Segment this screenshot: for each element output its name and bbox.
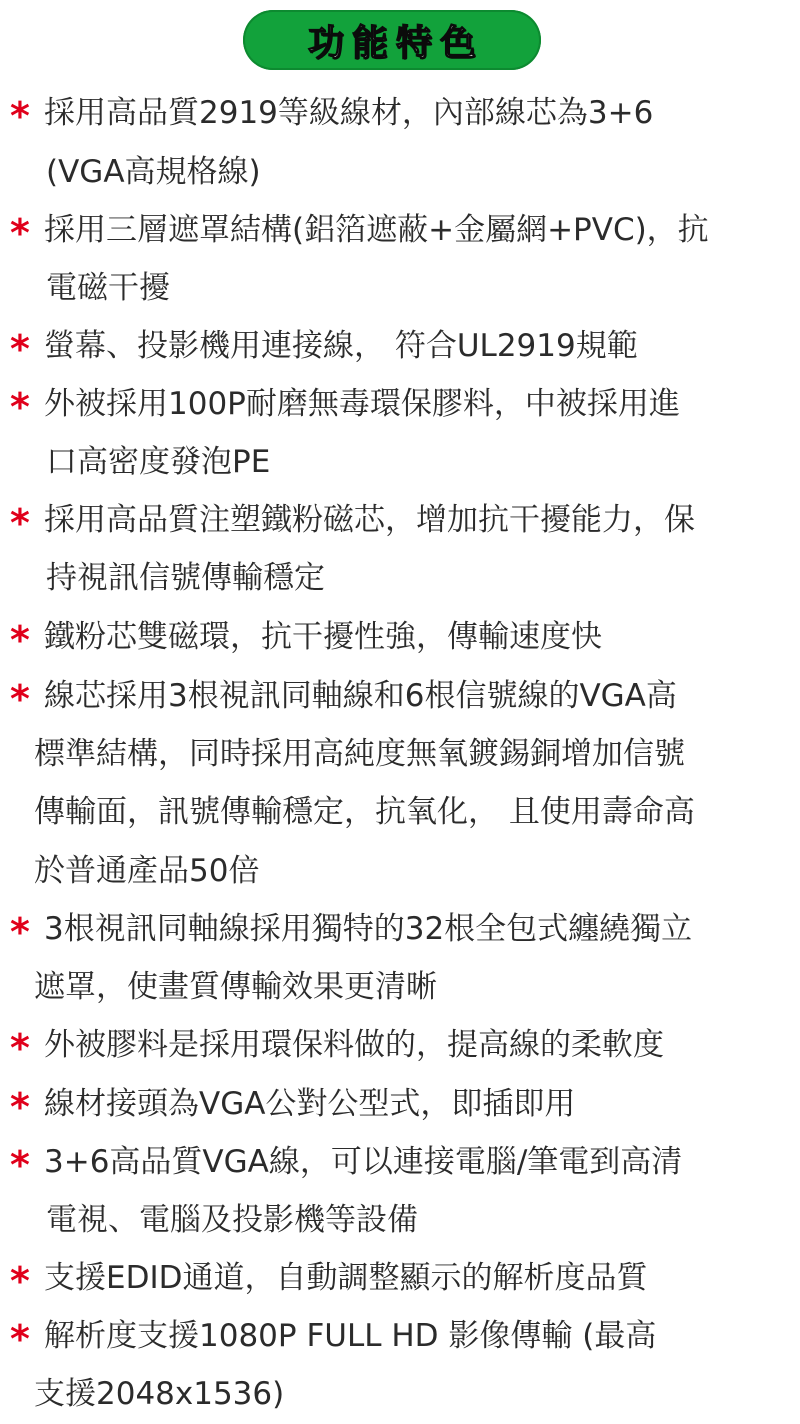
bullet-asterisk-icon: * [10,501,30,545]
section-title: 功能特色 [307,22,484,64]
bullet-asterisk-icon: * [10,1026,30,1070]
bullet-asterisk-icon: * [10,910,30,954]
feature-text: 採用三層遮罩結構(鋁箔遮蔽+金屬網+PVC)，抗 [44,212,709,248]
feature-text: 傳輸面，訊號傳輸穩定，抗氧化， 且使用壽命高 [34,794,695,830]
feature-text: 標準結構，同時採用高純度無氧鍍錫銅增加信號 [34,736,685,772]
bullet-asterisk-icon: * [10,327,30,371]
feature-text: 外被膠料是採用環保料做的，提高線的柔軟度 [44,1027,664,1063]
feature-text: 持視訊信號傳輸穩定 [46,560,325,596]
bullet-asterisk-icon: * [10,385,30,429]
section-title-badge [243,10,541,70]
bullet-asterisk-icon: * [10,1317,30,1361]
bullet-asterisk-icon: * [10,1085,30,1129]
feature-text: 電視、電腦及投影機等設備 [46,1202,418,1238]
feature-text: 採用高品質注塑鐵粉磁芯，增加抗干擾能力，保 [44,502,695,538]
feature-text: 解析度支援1080P FULL HD 影像傳輸 (最高 [44,1318,657,1354]
feature-text: 外被採用100P耐磨無毒環保膠料，中被採用進 [44,386,680,422]
feature-text: 3+6高品質VGA線，可以連接電腦/筆電到高清 [44,1144,683,1180]
feature-text: 線芯採用3根視訊同軸線和6根信號線的VGA高 [44,678,677,714]
bullet-asterisk-icon: * [10,618,30,662]
feature-text: 鐵粉芯雙磁環，抗干擾性強，傳輸速度快 [44,619,602,655]
bullet-asterisk-icon: * [10,677,30,721]
feature-text: 螢幕、投影機用連接線， 符合UL2919規範 [44,328,638,364]
feature-text: 3根視訊同軸線採用獨特的32根全包式纏繞獨立 [44,911,693,947]
bullet-asterisk-icon: * [10,1259,30,1303]
bullet-asterisk-icon: * [10,94,30,138]
feature-text: 支援2048x1536) [34,1376,285,1412]
feature-text: 線材接頭為VGA公對公型式，即插即用 [44,1086,576,1122]
feature-text: 支援EDID通道，自動調整顯示的解析度品質 [44,1260,648,1296]
feature-text: 遮罩，使畫質傳輸效果更清晰 [34,969,437,1005]
feature-text: (VGA高規格線) [46,154,261,190]
bullet-asterisk-icon: * [10,211,30,255]
feature-text: 採用高品質2919等級線材，內部線芯為3+6 [44,95,654,131]
bullet-asterisk-icon: * [10,1143,30,1187]
feature-text: 於普通產品50倍 [34,853,260,889]
feature-text: 口高密度發泡PE [46,444,271,480]
feature-text: 電磁干擾 [46,270,170,306]
